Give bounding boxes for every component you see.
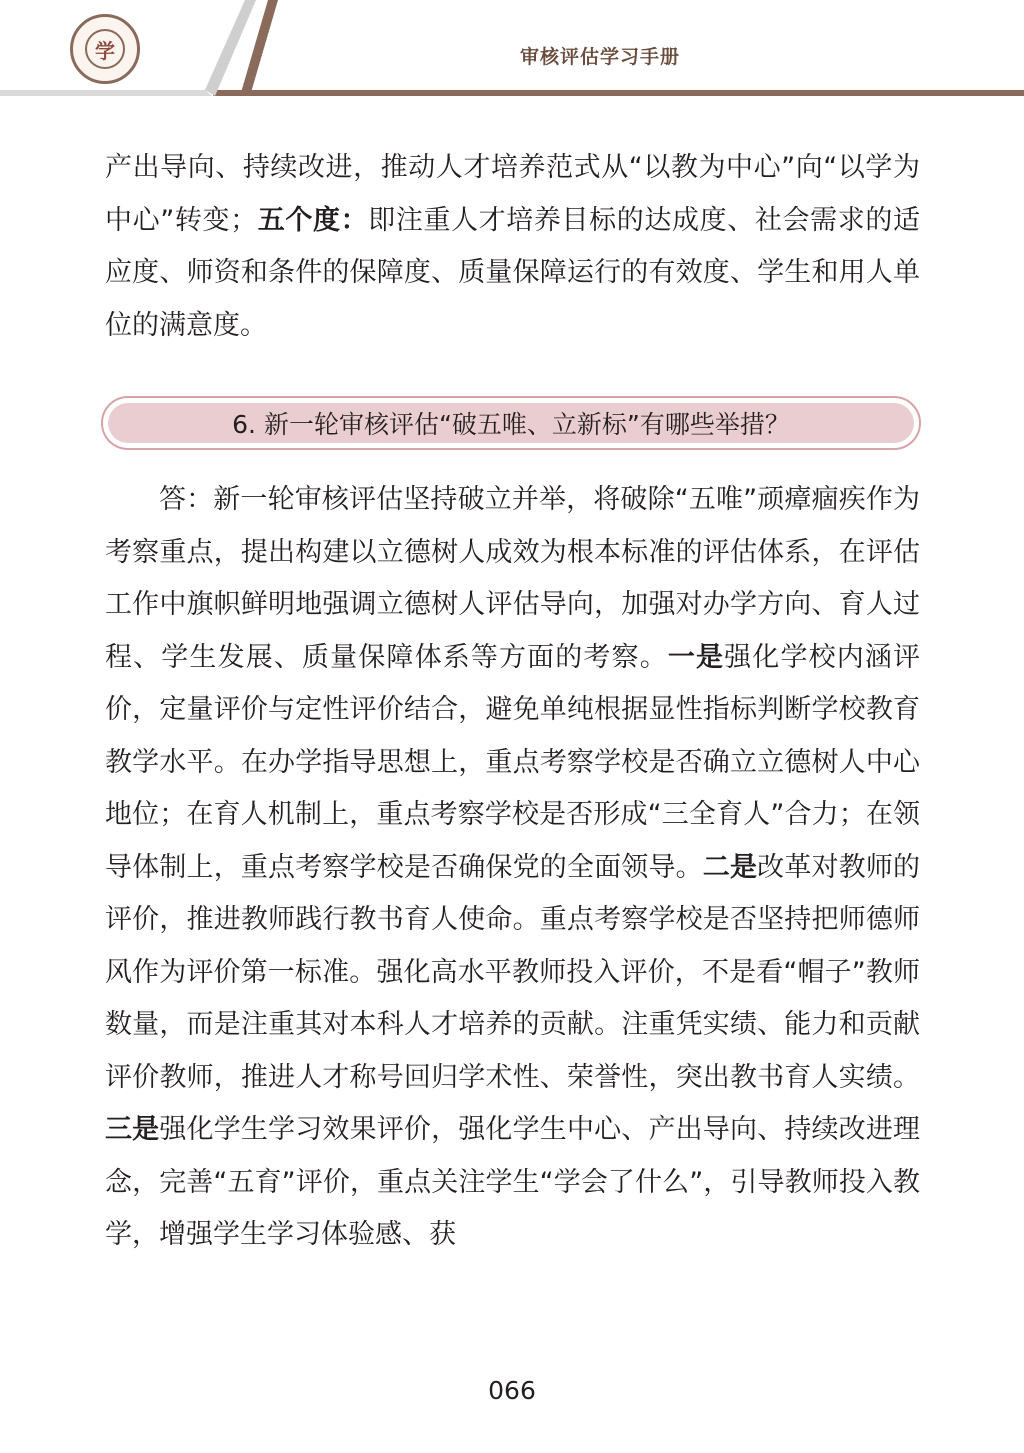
question-heading: 6. 新一轮审核评估“破五唯、立新标”有哪些举措？	[108, 403, 914, 443]
bold-keyword: 五个度：	[257, 204, 369, 236]
text-segment: 改革对教师的评价，推进教师践行教书育人使命。重点考察学校是否坚持把师德师风作为评价第一标准。强化高水平教师投入评价，不是看“帽子”教师数量，而是注重其对本科人才培养的贡献。注重凭实绩、能力和贡献评价教师，推进人才称号回归学术性、荣誉性，突出教书育人实绩。	[105, 851, 921, 1093]
university-seal-logo	[70, 14, 140, 84]
bold-keyword: 二是	[702, 851, 758, 883]
text-segment: 强化学校内涵评价，定量评价与定性评价结合，避免单纯根据显性指标判断学校教育教学水平。在办学指导思想上，重点考察学校是否确立立德树人中心地位；在育人机制上，重点考察学校是否形成“三全育人”合力；在领导体制上，重点考察学校是否确保党的全面领导。	[105, 641, 921, 883]
page-number: 066	[488, 1376, 536, 1405]
text-segment: 答：新一轮审核评估坚持破立并举，将破除“五唯”顽瘴痼疾作为考察重点，提出构建以立德树人成效为根本标准的评估体系，在评估工作中旗帜鲜明地强调立德树人评估导向，加强对办学方向、育人过程、学生发展、质量保障体系等方面的考察。	[105, 484, 920, 673]
bold-keyword: 一是	[667, 641, 725, 673]
text-segment: 即注重人才培养目标的达成度、社会需求的适应度、师资和条件的保障度、质量保障运行的有效度、学生和用人单位的满意度。	[105, 204, 920, 341]
seal-emblem: 学	[85, 29, 125, 69]
answer-paragraph	[105, 474, 920, 1262]
paragraph-top	[105, 142, 920, 352]
text-segment: 产出导向、持续改进，推动人才培养范式从“以教为中心”向“以学为中心”转变；	[105, 152, 920, 236]
question-heading-box	[101, 396, 921, 450]
header-title: 审核评估学习手册	[520, 46, 681, 68]
page-header	[0, 0, 1024, 100]
header-decoration	[0, 0, 1024, 100]
bold-keyword: 三是	[105, 1114, 160, 1145]
text-segment: 强化学生学习效果评价，强化学生中心、产出导向、持续改进理念，完善“五育”评价，重点关注学生“学会了什么”，引导教师投入教学，增强学生学习体验感、获	[105, 1114, 921, 1250]
